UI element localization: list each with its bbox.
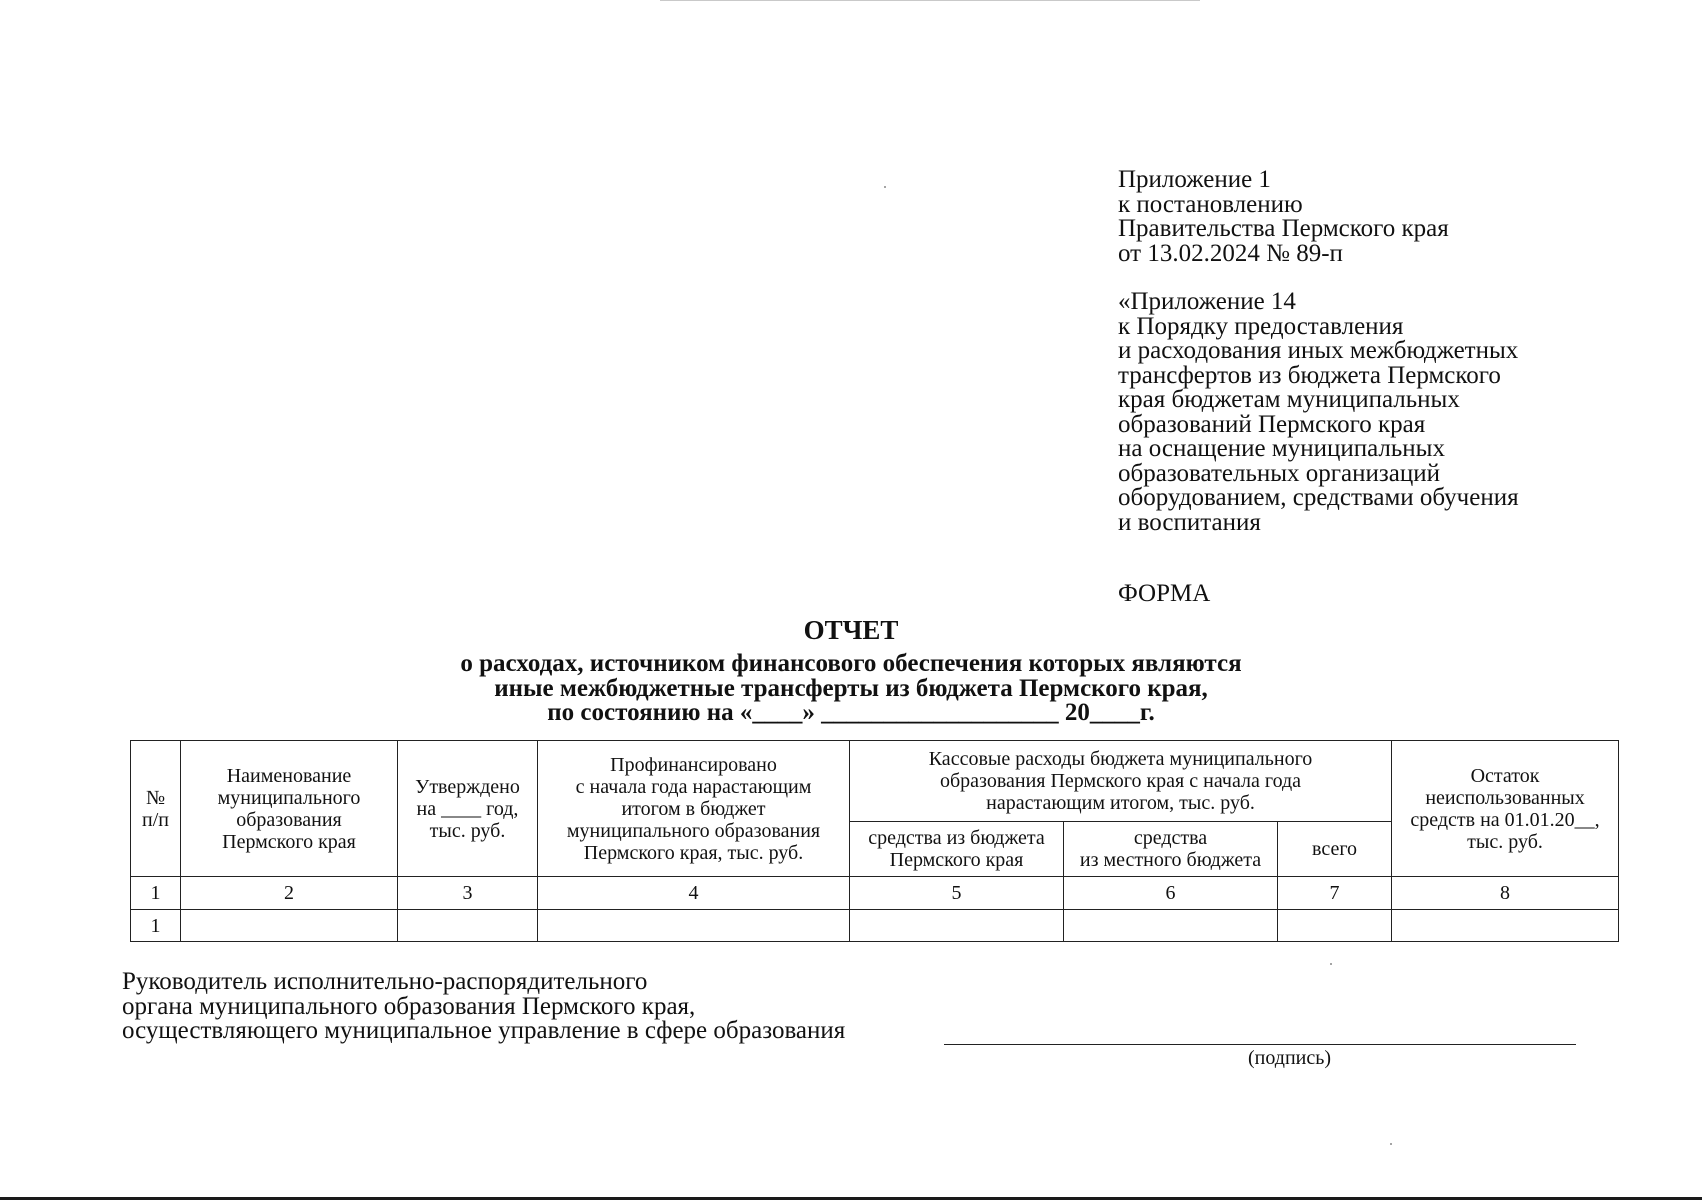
column-number: 8 xyxy=(1392,877,1619,910)
signer-line: осуществляющего муниципальное управление в сфере образования xyxy=(122,1017,846,1044)
order-line: образовательных организаций xyxy=(1118,459,1441,487)
table-cell xyxy=(850,910,1064,942)
header-remainder: Остаток неиспользованных средств на 01.01.20__, тыс. руб. xyxy=(1392,741,1619,877)
order-line: трансфертов из бюджета Пермского xyxy=(1118,361,1501,389)
column-number: 5 xyxy=(850,877,1064,910)
scan-edge-top xyxy=(660,0,1200,1)
report-table xyxy=(130,740,1619,942)
signer-block xyxy=(122,970,845,1044)
column-number: 3 xyxy=(398,877,538,910)
header-cash-expenses-group: Кассовые расходы бюджета муниципального образования Пермского края с начала года нарастающим итогом, тыс. руб. xyxy=(850,741,1392,822)
header-number: № п/п xyxy=(131,741,181,877)
column-number: 7 xyxy=(1278,877,1392,910)
header-approved: Утверждено на ____ год, тыс. руб. xyxy=(398,741,538,877)
header-row-1 xyxy=(131,741,1619,822)
table-cell xyxy=(538,910,850,942)
subtitle-line: по состоянию на «____» ___________________ 20____г. xyxy=(547,699,1155,726)
order-line: края бюджетам муниципальных xyxy=(1118,386,1460,413)
subtitle-line: о расходах, источником финансового обеспечения которых являются xyxy=(460,650,1242,677)
table-cell xyxy=(1392,910,1619,942)
order-line: и воспитания xyxy=(1118,508,1261,536)
order-line: оборудованием, средствами обучения xyxy=(1118,484,1519,511)
order-line: и расходования иных межбюджетных xyxy=(1118,337,1519,364)
table-cell xyxy=(398,910,538,942)
table-cell xyxy=(1278,910,1392,942)
annex-line: Правительства Пермского края xyxy=(1118,215,1449,242)
order-line: «Приложение 14 xyxy=(1118,288,1296,315)
annex-line: Приложение 1 xyxy=(1118,166,1271,193)
signer-line: Руководитель исполнительно-распорядительного xyxy=(122,968,648,995)
annex-line: к постановлению xyxy=(1118,190,1303,218)
header-municipality-name: Наименование муниципального образования Пермского края xyxy=(181,741,398,877)
header-financed: Профинансировано с начала года нарастающим итогом в бюджет муниципального образования Пермского края, тыс. руб. xyxy=(538,741,850,877)
annex-gap xyxy=(1118,266,1519,290)
signer-line: органа муниципального образования Пермского края, xyxy=(122,992,696,1020)
table-row xyxy=(131,910,1619,942)
scan-speck xyxy=(884,186,886,188)
order-line: на оснащение муниципальных xyxy=(1118,435,1445,462)
table-cell: 1 xyxy=(131,910,181,942)
report-title: ОТЧЕТ xyxy=(803,615,899,645)
header-total: всего xyxy=(1278,822,1392,877)
annex-line: от 13.02.2024 № 89-п xyxy=(1118,239,1343,267)
column-number: 2 xyxy=(181,877,398,910)
column-number: 6 xyxy=(1064,877,1278,910)
signature-caption: (подпись) xyxy=(1248,1047,1332,1069)
header-local-funds: средства из местного бюджета xyxy=(1064,822,1278,877)
header-regional-funds: средства из бюджета Пермского края xyxy=(850,822,1064,877)
column-number: 4 xyxy=(538,877,850,910)
column-numbers-row xyxy=(131,877,1619,910)
annex-block xyxy=(1118,168,1519,535)
report-subtitle xyxy=(0,652,1702,726)
table-cell xyxy=(1064,910,1278,942)
subtitle-line: иные межбюджетные трансферты из бюджета Пермского края, xyxy=(494,674,1208,702)
column-number: 1 xyxy=(131,877,181,910)
signature-line xyxy=(944,1044,1576,1045)
order-line: образований Пермского края xyxy=(1118,410,1426,438)
table-cell xyxy=(181,910,398,942)
form-label: ФОРМА xyxy=(1118,580,1211,607)
scan-speck xyxy=(1330,963,1332,965)
scan-speck xyxy=(1390,1143,1392,1145)
order-line: к Порядку предоставления xyxy=(1118,312,1404,340)
